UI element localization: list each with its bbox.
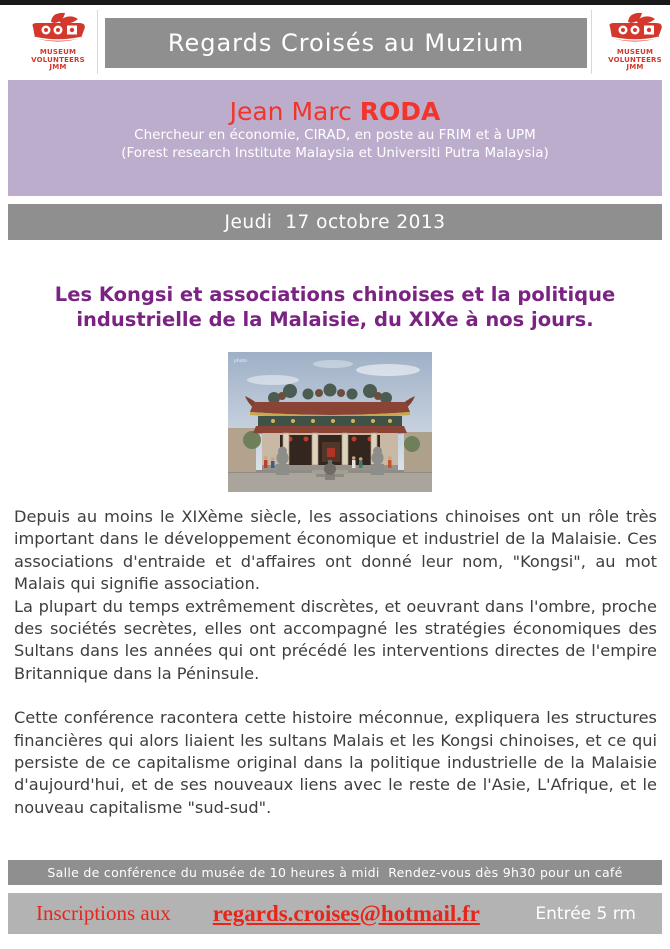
registration-email-link[interactable]: regards.croises@hotmail.fr xyxy=(212,900,480,926)
talk-title-line2: industrielle de la Malaisie, du XIXe à nos jours. xyxy=(76,308,594,331)
logo-line1: MUSEUM xyxy=(616,48,654,56)
talk-title xyxy=(0,282,670,332)
speaker-affiliation-line2: (Forest research Institute Malaysia et Universiti Putra Malaysia) xyxy=(121,144,549,161)
talk-title-line1: Les Kongsi et associations chinoises et la politique xyxy=(54,283,616,306)
venue-details: Salle de conférence du musée de 10 heures à midi Rendez-vous dès 9h30 pour un café xyxy=(47,865,623,880)
series-banner-title: Regards Croisés au Muzium xyxy=(167,29,525,57)
speaker-affiliation-line1: Chercheur en économie, CIRAD, en poste au FRIM et à UPM xyxy=(134,127,536,143)
museum-volunteers-logo-left xyxy=(20,10,96,76)
abstract-text xyxy=(14,506,657,819)
logo-line3: JMM xyxy=(49,63,67,71)
event-date: Jeudi 17 octobre 2013 xyxy=(224,211,446,233)
header-divider-left xyxy=(97,10,98,74)
logo-text xyxy=(608,49,662,72)
top-black-bar xyxy=(0,0,670,5)
speaker-name xyxy=(8,97,662,127)
header-divider-right xyxy=(591,10,592,74)
logo-line1: MUSEUM xyxy=(39,48,77,56)
venue-banner xyxy=(8,860,662,885)
speaker-last-name: RODA xyxy=(359,97,441,126)
svg-text:photo: photo xyxy=(234,359,247,364)
boat-emblem-icon xyxy=(598,10,670,48)
museum-volunteers-logo-right xyxy=(597,10,670,76)
abstract-paragraph-1: Depuis au moins le XIXème siècle, les associations chinoises ont un rôle très important dans le développement économique et industriel de la Malaisie. Ces associations d'entraide et d'affaires ont donné leur nom, "Kongsi", au mot Malais qui signifie association. xyxy=(14,507,657,594)
date-banner xyxy=(8,204,662,240)
logo-text xyxy=(31,49,85,72)
inscriptions-label: Inscriptions aux xyxy=(36,901,171,925)
series-banner xyxy=(105,18,587,68)
logo-line2: VOLUNTEERS xyxy=(608,55,662,64)
logo-line2: VOLUNTEERS xyxy=(31,55,85,64)
abstract-paragraph-2: La plupart du temps extrêmement discrètes, et oeuvrant dans l'ombre, proche des sociétés secrètes, elles ont accompagné les stratégies économiques des Sultans dans les années qui ont précédé les interventions directes de l'empire Britannique dans la Péninsule. xyxy=(14,596,657,683)
speaker-first-names: Jean Marc xyxy=(229,97,360,126)
entry-fee: Entrée 5 rm xyxy=(535,903,636,924)
abstract-paragraph-3: Cette conférence racontera cette histoire méconnue, expliquera les structures financières qui alors liaient les sultans Malais et les Kongsi chinoises, et ce qui persiste de ce capitalisme original dans la politique industrielle de la Malaisie d'aujourd'hui, et de ses nouveaux liens avec le reste de l'Asie, L'Afrique, et le nouveau capitalisme "sud-sud". xyxy=(14,708,657,817)
logo-line3: JMM xyxy=(626,63,644,71)
registration-banner xyxy=(8,893,662,934)
kongsi-temple-photo xyxy=(228,352,432,492)
boat-emblem-icon xyxy=(21,10,95,48)
speaker-band xyxy=(8,80,662,196)
